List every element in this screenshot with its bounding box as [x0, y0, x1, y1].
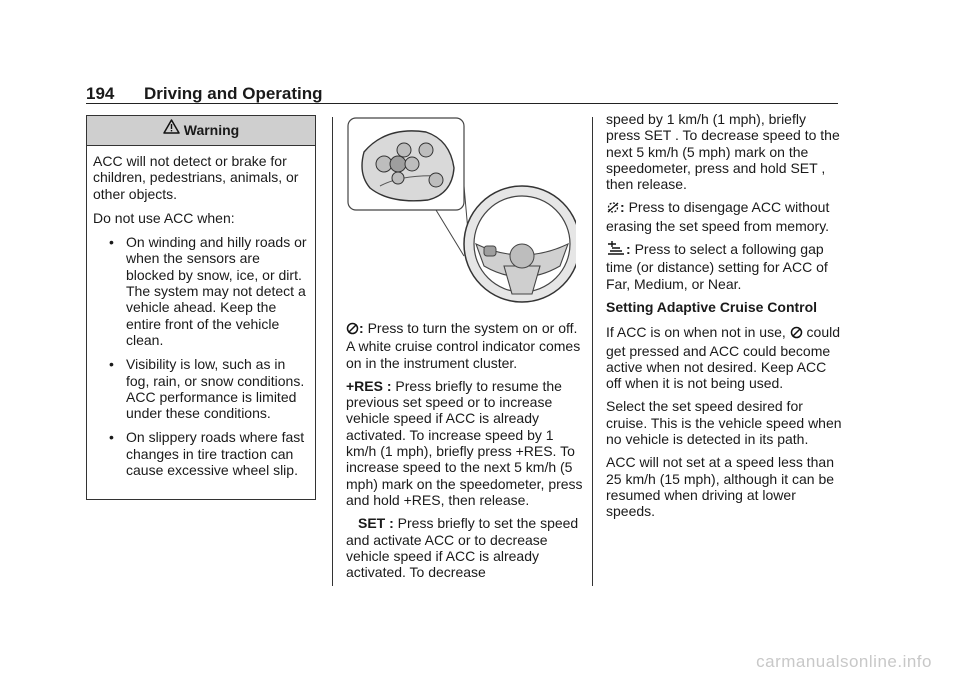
minimum-speed-paragraph: ACC will not set at a speed less than 25 km/h (15 mph), although it can be resumed when driving at lower speeds.	[606, 454, 835, 520]
watermark: carmanualsonline.info	[756, 652, 932, 671]
bullet-mark: •	[109, 234, 114, 251]
power-icon	[346, 322, 359, 338]
bullet-mark: •	[109, 356, 114, 373]
following-gap-icon	[606, 241, 626, 259]
warning-lead: Do not use ACC when:	[93, 209, 235, 226]
column-divider-right	[592, 117, 593, 586]
list-item: • On slippery roads where fast changes in tire traction can cause excessive wheel slip.	[109, 429, 305, 479]
header-divider	[86, 103, 838, 104]
acc-on-paragraph: If ACC is on when not in use, could get pressed and ACC could become active when not desired. Keep ACC off when it is not being used.	[606, 324, 841, 392]
steering-wheel-illustration	[346, 116, 576, 306]
cancel-icon	[606, 201, 620, 217]
column-divider-left	[332, 117, 333, 586]
power-icon	[790, 326, 803, 342]
warning-box	[86, 115, 316, 500]
column-3	[606, 111, 842, 520]
section-subheading: Setting Adaptive Cruise Control	[606, 298, 818, 315]
power-paragraph: : Press to turn the system on or off. A white cruise control indicator comes on in the instrument cluster.	[346, 320, 581, 371]
page-number: 194	[86, 84, 115, 103]
page-header	[86, 84, 323, 104]
gap-paragraph: : Press to select a following gap time (or distance) setting for ACC of Far, Medium, or Near.	[606, 241, 828, 292]
list-item: • On winding and hilly roads or when the sensors are blocked by snow, ice, or dirt. The system may not detect a vehicle ahead. Keep the entire front of the vehicle clean.	[109, 234, 307, 348]
column-2	[346, 320, 584, 580]
res-paragraph: +RES : Press briefly to resume the previous set speed or to increase vehicle speed if ACC is already activated. To increase speed by 1 km/h (1 mph), briefly press +RES. To increase speed to the next 5 km/h (5 mph) mark on the speedometer, press and hold +RES, then release.	[346, 377, 583, 508]
warning-list	[93, 234, 309, 478]
bullet-mark: •	[109, 429, 114, 446]
set-paragraph: SET : Press briefly to set the speed and activate ACC or to decrease vehicle speed if ACC is already activated. To decrease	[346, 515, 579, 581]
warning-header	[87, 116, 315, 146]
list-item: • Visibility is low, such as in fog, rain, or snow conditions. ACC performance is limited under these conditions.	[109, 356, 305, 422]
warning-title: Warning	[183, 122, 240, 138]
cancel-paragraph: : Press to disengage ACC without erasing the set speed from memory.	[606, 199, 830, 234]
set-speed-paragraph: Select the set speed desired for cruise. This is the vehicle speed when no vehicle is detected in its path.	[606, 398, 842, 448]
warning-triangle-icon	[163, 115, 180, 144]
section-title: Driving and Operating	[144, 84, 323, 103]
warning-intro: ACC will not detect or brake for children, pedestrians, animals, or other objects.	[93, 153, 299, 202]
set-continued-paragraph: speed by 1 km/h (1 mph), briefly press SET . To decrease speed to the next 5 km/h (5 mph) mark on the speedometer, press and hold SET , then release.	[606, 111, 840, 193]
